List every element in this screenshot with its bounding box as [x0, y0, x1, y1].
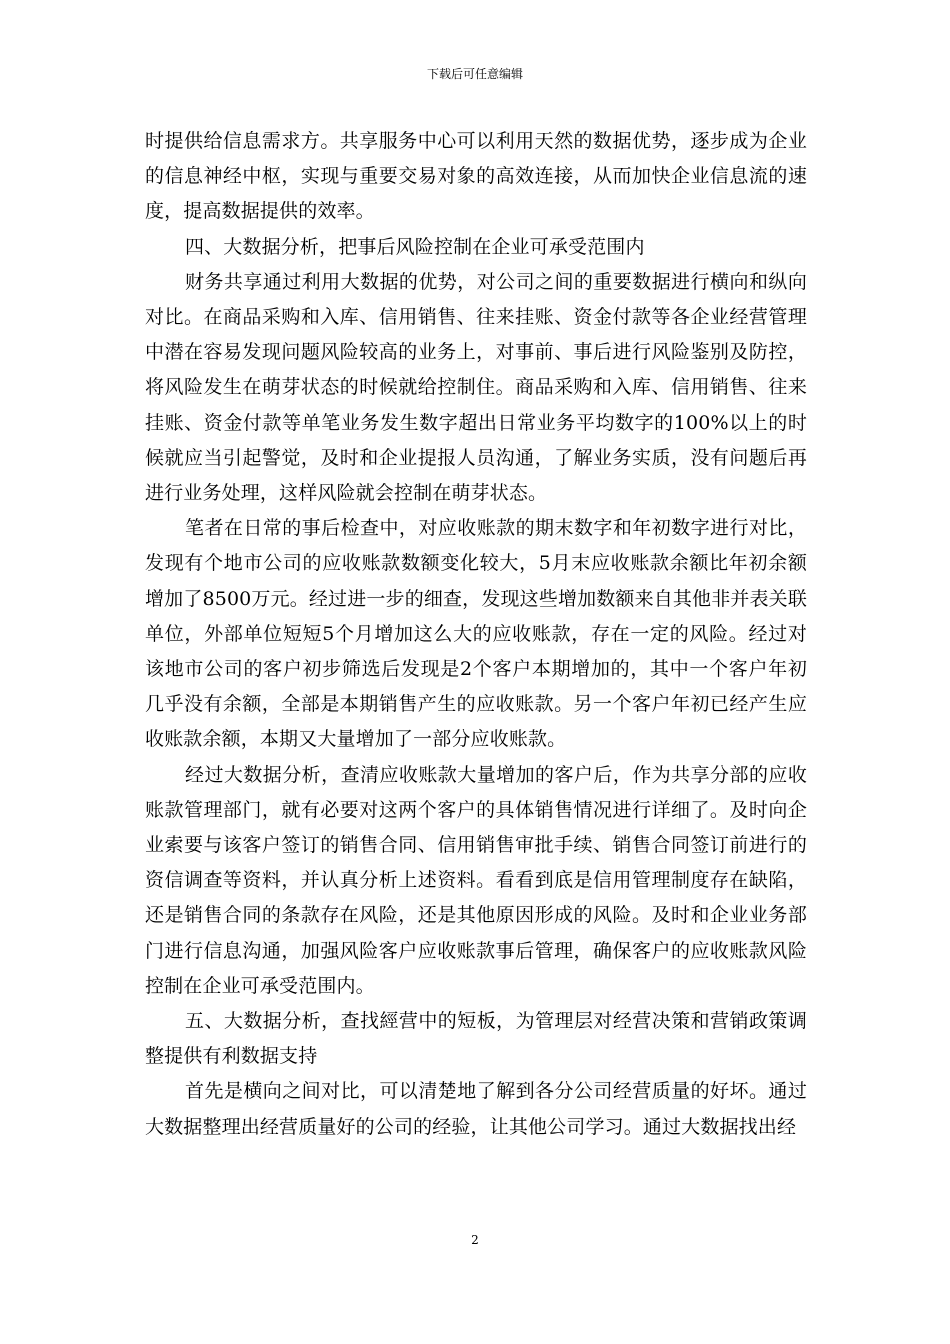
paragraph: 首先是横向之间对比，可以清楚地了解到各分公司经营质量的好坏。通过大数据整理出经营质量好的公司的经验，让其他公司学习。通过大数据找出经 [145, 1080, 807, 1138]
paragraph: 经过大数据分析，查清应收账款大量增加的客户后，作为共享分部的应收账款管理部门，就有必要对这两个客户的具体销售情况进行详细了。及时向企业索要与该客户签订的销售合同、信用销售审批手续、销售合同签订前进行的资信调查等资料，并认真分析上述资料。看看到底是信用管理制度存在缺陷，还是销售合同的条款存在风险，还是其他原因形成的风险。及时和企业业务部门进行信息沟通，加强风险客户应收账款事后管理，确保客户的应收账款风险控制在企业可承受范围内。 [145, 763, 807, 997]
paragraph: 财务共享通过利用大数据的优势，对公司之间的重要数据进行横向和纵向对比。在商品采购和入库、信用销售、往来挂账、资金付款等各企业经营管理中潜在容易发现问题风险较高的业务上，对事前、事后进行风险鉴别及防控，将风险发生在萌芽状态的时候就给控制住。商品采购和入库、信用销售、往来挂账、资金付款等单笔业务发生数字超出日常业务平均数字的100%以上的时候就应当引起警觉，及时和企业提报人员沟通，了解业务实质，没有问题后再进行业务处理，这样风险就会控制在萌芽状态。 [145, 270, 807, 505]
page-header: 下载后可任意编辑 [426, 67, 523, 81]
document-body [145, 124, 807, 1145]
page-number: 2 [471, 1233, 479, 1247]
section-heading-five: 五、大数据分析，查找經营中的短板，为管理层对经营决策和营销政策调整提供有利数据支持 [145, 1010, 807, 1068]
paragraph: 笔者在日常的事后检查中，对应收账款的期末数字和年初数字进行对比，发现有个地市公司的应收账款数额变化较大，5月末应收账款余额比年初余额增加了8500万元。经过进一步的细查，发现这些增加数额来自其他非并表关联单位，外部单位短短5个月增加这么大的应收账款，存在一定的风险。经过对该地市公司的客户初步筛选后发现是2个客户本期增加的，其中一个客户年初几乎没有余额，全部是本期销售产生的应收账款。另一个客户年初已经产生应收账款余额，本期又大量增加了一部分应收账款。 [145, 517, 807, 751]
section-heading-four: 四、大数据分析，把事后风险控制在企业可承受范围内 [185, 235, 645, 258]
paragraph-continuation: 时提供给信息需求方。共享服务中心可以利用天然的数据优势，逐步成为企业的信息神经中枢，实现与重要交易对象的高效连接，从而加快企业信息流的速度，提高数据提供的效率。 [145, 130, 807, 223]
